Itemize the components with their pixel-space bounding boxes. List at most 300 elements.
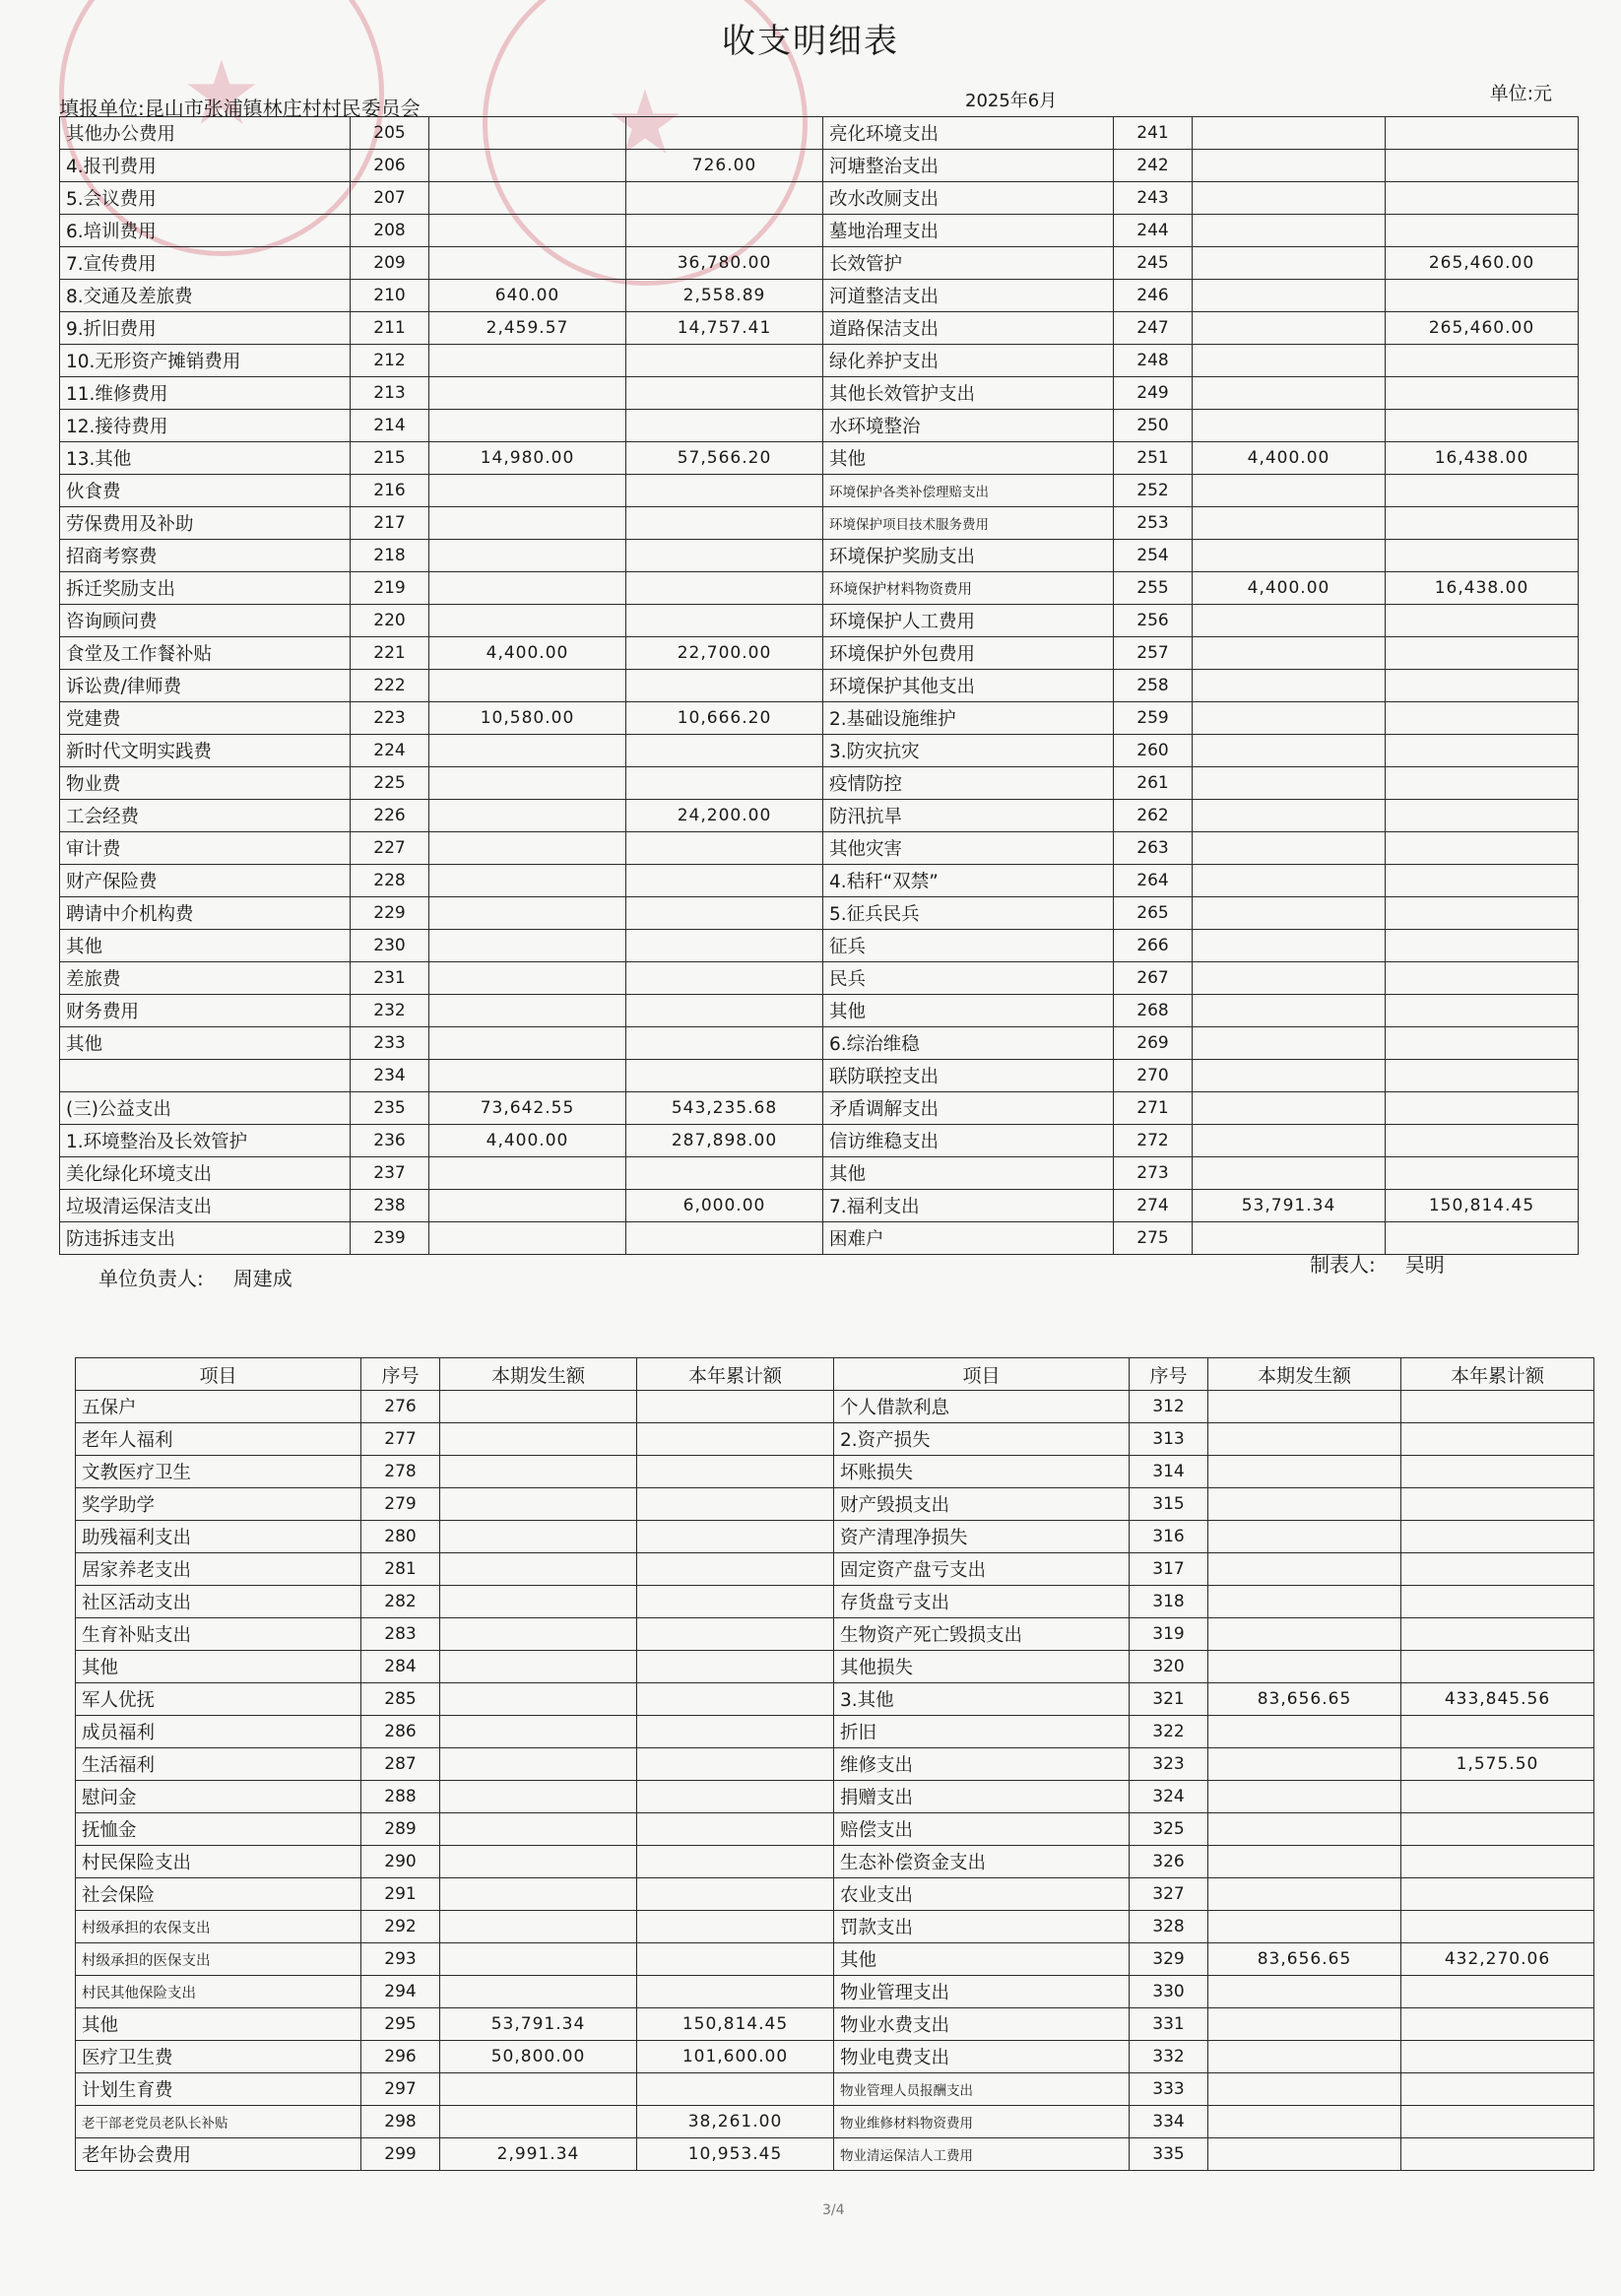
item-label: 其他 [823,1157,1114,1190]
seq-number: 231 [351,962,429,995]
current-amount [429,735,626,767]
seq-number: 319 [1130,1618,1208,1651]
item-label: 其他损失 [834,1651,1130,1683]
item-label: 咨询顾问费 [60,605,351,637]
seq-number: 221 [351,637,429,670]
item-label: 慰问金 [76,1781,361,1813]
table-row [60,670,1579,702]
item-label: (三)公益支出 [60,1092,351,1125]
ytd-amount [637,1846,834,1878]
table-row [60,767,1579,800]
item-label: 成员福利 [76,1716,361,1748]
seq-number: 224 [351,735,429,767]
current-amount [1208,1651,1401,1683]
item-label: 聘请中介机构费 [60,897,351,930]
seq-number: 236 [351,1125,429,1157]
current-amount [429,182,626,215]
current-amount [1193,995,1386,1027]
ytd-amount [637,1618,834,1651]
seq-number: 253 [1114,507,1193,540]
seq-number: 237 [351,1157,429,1190]
item-label: 垃圾清运保洁支出 [60,1190,351,1222]
current-amount [1208,2041,1401,2073]
current-amount [1193,605,1386,637]
table-row [60,572,1579,605]
table-row [60,865,1579,897]
col-header-ytd: 本年累计额 [637,1358,834,1391]
item-label: 诉讼费/律师费 [60,670,351,702]
current-amount [429,930,626,962]
ytd-amount [1386,1027,1579,1060]
table-row [60,637,1579,670]
ytd-amount [1401,1553,1594,1586]
current-amount [1193,410,1386,442]
table-row [60,280,1579,312]
unit-leader-name: 周建成 [232,1267,292,1290]
ytd-amount [626,962,823,995]
current-amount [1208,1748,1401,1781]
ytd-amount [1386,182,1579,215]
current-amount [1208,2106,1401,2138]
seq-number: 276 [361,1391,440,1423]
ytd-amount [626,605,823,637]
current-amount [1193,507,1386,540]
current-amount [440,1553,637,1586]
unit-leader-label: 单位负责人: [98,1267,204,1290]
col-header-item: 项目 [76,1358,361,1391]
item-label: 美化绿化环境支出 [60,1157,351,1190]
current-amount [1208,2008,1401,2041]
item-label: 农业支出 [834,1878,1130,1911]
seq-number: 245 [1114,247,1193,280]
report-period: 2025年6月 [965,91,1058,111]
table-row [60,897,1579,930]
item-label: 疫情防控 [823,767,1114,800]
current-amount [440,1683,637,1716]
seq-number: 318 [1130,1586,1208,1618]
col-header-seq: 序号 [361,1358,440,1391]
table-row [76,2138,1594,2171]
ytd-amount [637,1553,834,1586]
seq-number: 268 [1114,995,1193,1027]
current-amount [429,832,626,865]
current-amount [429,540,626,572]
seq-number: 216 [351,475,429,507]
current-amount [440,1391,637,1423]
current-amount [1208,1586,1401,1618]
seq-number: 238 [351,1190,429,1222]
seq-number: 208 [351,215,429,247]
current-amount: 83,656.65 [1208,1683,1401,1716]
item-label: 6.综治维稳 [823,1027,1114,1060]
table-row [76,1521,1594,1553]
current-amount [1193,1157,1386,1190]
ytd-amount [1401,1618,1594,1651]
table-row [60,1125,1579,1157]
item-label: 道路保洁支出 [823,312,1114,345]
detail-table-lower [75,1357,1594,2171]
current-amount: 2,991.34 [440,2138,637,2171]
current-amount [1193,150,1386,182]
seq-number: 322 [1130,1716,1208,1748]
table-row [76,2041,1594,2073]
seq-number: 207 [351,182,429,215]
seq-number: 235 [351,1092,429,1125]
ytd-amount [637,1683,834,1716]
current-amount [1208,2073,1401,2106]
seq-number: 334 [1130,2106,1208,2138]
item-label: 伙食费 [60,475,351,507]
item-label: 生活福利 [76,1748,361,1781]
ytd-amount [1386,767,1579,800]
item-label [60,1060,351,1092]
current-amount [1208,1521,1401,1553]
ytd-amount [1401,2106,1594,2138]
ytd-amount [637,1651,834,1683]
current-amount [440,1488,637,1521]
seq-number: 323 [1130,1748,1208,1781]
ytd-amount: 432,270.06 [1401,1943,1594,1976]
ytd-amount: 6,000.00 [626,1190,823,1222]
item-label: 其他 [60,1027,351,1060]
item-label: 其他 [823,442,1114,475]
seq-number: 286 [361,1716,440,1748]
item-label: 财产保险费 [60,865,351,897]
current-amount [429,995,626,1027]
ytd-amount [1386,637,1579,670]
current-amount [429,572,626,605]
item-label: 其他 [823,995,1114,1027]
table-row [60,247,1579,280]
item-label: 9.折旧费用 [60,312,351,345]
seq-number: 246 [1114,280,1193,312]
current-amount [1208,1878,1401,1911]
seq-number: 228 [351,865,429,897]
seq-number: 330 [1130,1976,1208,2008]
current-amount: 4,400.00 [429,637,626,670]
seq-number: 232 [351,995,429,1027]
seq-number: 269 [1114,1027,1193,1060]
item-label: 环境保护其他支出 [823,670,1114,702]
item-label: 老年人福利 [76,1423,361,1456]
item-label: 2.基础设施维护 [823,702,1114,735]
current-amount [1193,312,1386,345]
seq-number: 298 [361,2106,440,2138]
ytd-amount [626,865,823,897]
table-maker-name: 吴明 [1404,1253,1445,1277]
seq-number: 250 [1114,410,1193,442]
current-amount: 640.00 [429,280,626,312]
ytd-amount [637,1391,834,1423]
table-row [76,1943,1594,1976]
current-amount [440,2073,637,2106]
seq-number: 225 [351,767,429,800]
seq-number: 233 [351,1027,429,1060]
seq-number: 321 [1130,1683,1208,1716]
current-amount: 53,791.34 [440,2008,637,2041]
seq-number: 265 [1114,897,1193,930]
item-label: 4.秸秆“双禁” [823,865,1114,897]
current-amount [429,1222,626,1255]
seq-number: 314 [1130,1456,1208,1488]
current-amount [440,1813,637,1846]
ytd-amount [1386,1157,1579,1190]
ytd-amount [626,670,823,702]
seq-number: 220 [351,605,429,637]
seq-number: 270 [1114,1060,1193,1092]
seq-number: 312 [1130,1391,1208,1423]
item-label: 其他长效管护支出 [823,377,1114,410]
item-label: 捐赠支出 [834,1781,1130,1813]
item-label: 物业水费支出 [834,2008,1130,2041]
ytd-amount [626,897,823,930]
table-row [76,1813,1594,1846]
ytd-amount [1401,1976,1594,2008]
ytd-amount [626,572,823,605]
table-row [60,1060,1579,1092]
seq-number: 226 [351,800,429,832]
ytd-amount [637,1748,834,1781]
item-label: 环境保护外包费用 [823,637,1114,670]
current-amount [429,475,626,507]
table-row [60,410,1579,442]
ytd-amount [1386,377,1579,410]
table-row [60,215,1579,247]
current-amount [429,215,626,247]
current-amount [1193,865,1386,897]
seq-number: 241 [1114,117,1193,150]
seq-number: 313 [1130,1423,1208,1456]
item-label: 征兵 [823,930,1114,962]
ytd-amount [626,475,823,507]
table-row [60,735,1579,767]
ytd-amount [626,1060,823,1092]
current-amount [1208,1976,1401,2008]
item-label: 村级承担的农保支出 [76,1911,361,1943]
item-label: 差旅费 [60,962,351,995]
item-label: 1.环境整治及长效管护 [60,1125,351,1157]
item-label: 河塘整治支出 [823,150,1114,182]
item-label: 奖学助学 [76,1488,361,1521]
item-label: 长效管护 [823,247,1114,280]
col-header-current: 本期发生额 [1208,1358,1401,1391]
table-row [60,182,1579,215]
ytd-amount [626,507,823,540]
current-amount [1193,1027,1386,1060]
seq-number: 299 [361,2138,440,2171]
ytd-amount: 726.00 [626,150,823,182]
item-label: 绿化养护支出 [823,345,1114,377]
ytd-amount [1386,117,1579,150]
item-label: 财务费用 [60,995,351,1027]
seq-number: 249 [1114,377,1193,410]
item-label: 拆迁奖励支出 [60,572,351,605]
current-amount [429,897,626,930]
item-label: 环境保护奖励支出 [823,540,1114,572]
item-label: 6.培训费用 [60,215,351,247]
item-label: 5.征兵民兵 [823,897,1114,930]
current-amount [429,800,626,832]
ytd-amount [1386,345,1579,377]
seq-number: 294 [361,1976,440,2008]
current-amount [1208,1488,1401,1521]
table-row [76,1911,1594,1943]
seq-number: 284 [361,1651,440,1683]
seq-number: 219 [351,572,429,605]
seq-number: 248 [1114,345,1193,377]
table-row [76,2073,1594,2106]
table-row [60,995,1579,1027]
ytd-amount [1386,702,1579,735]
ytd-amount [1401,1456,1594,1488]
current-amount [1193,1092,1386,1125]
ytd-amount: 57,566.20 [626,442,823,475]
item-label: 物业电费支出 [834,2041,1130,2073]
ytd-amount: 38,261.00 [637,2106,834,2138]
table-row [60,150,1579,182]
item-label: 招商考察费 [60,540,351,572]
current-amount [1193,735,1386,767]
item-label: 食堂及工作餐补贴 [60,637,351,670]
ytd-amount: 101,600.00 [637,2041,834,2073]
ytd-amount [1386,865,1579,897]
detail-table-upper [59,116,1579,1255]
seq-number: 205 [351,117,429,150]
current-amount: 73,642.55 [429,1092,626,1125]
current-amount: 4,400.00 [1193,572,1386,605]
current-amount [440,1976,637,2008]
ytd-amount: 16,438.00 [1386,572,1579,605]
seq-number: 326 [1130,1846,1208,1878]
filler-name: 昆山市张浦镇林庄村村民委员会 [144,97,421,120]
table-row [60,962,1579,995]
item-label: 物业管理人员报酬支出 [834,2073,1130,2106]
current-amount [1208,1553,1401,1586]
seq-number: 315 [1130,1488,1208,1521]
ytd-amount: 2,558.89 [626,280,823,312]
seq-number: 251 [1114,442,1193,475]
ytd-amount [1386,800,1579,832]
seq-number: 218 [351,540,429,572]
item-label: 12.接待费用 [60,410,351,442]
current-amount [440,1846,637,1878]
item-label: 墓地治理支出 [823,215,1114,247]
current-amount [440,1521,637,1553]
item-label: 其他 [76,2008,361,2041]
seq-number: 332 [1130,2041,1208,2073]
item-label: 社会保险 [76,1878,361,1911]
current-amount [1193,1125,1386,1157]
ytd-amount [1401,1651,1594,1683]
item-label: 党建费 [60,702,351,735]
item-label: 老干部老党员老队长补贴 [76,2106,361,2138]
star-icon: ★ [605,71,685,175]
item-label: 环境保护各类补偿理赔支出 [823,475,1114,507]
current-amount [429,345,626,377]
ytd-amount: 10,666.20 [626,702,823,735]
ytd-amount [1401,1521,1594,1553]
table-row [60,377,1579,410]
current-amount [1193,345,1386,377]
current-amount [1193,702,1386,735]
current-amount [1208,1391,1401,1423]
currency-unit: 单位:元 [1489,83,1552,104]
table-row [60,540,1579,572]
ytd-amount [1386,995,1579,1027]
seq-number: 254 [1114,540,1193,572]
table-row [60,605,1579,637]
ytd-amount [637,1521,834,1553]
ytd-amount [1386,507,1579,540]
filler-label: 填报单位: [59,97,145,120]
current-amount [1193,897,1386,930]
ytd-amount [637,1911,834,1943]
ytd-amount [1386,735,1579,767]
seq-number: 234 [351,1060,429,1092]
ytd-amount: 1,575.50 [1401,1748,1594,1781]
seq-number: 252 [1114,475,1193,507]
item-label: 7.宣传费用 [60,247,351,280]
table-row [76,1391,1594,1423]
current-amount [1208,1911,1401,1943]
ytd-amount [626,1027,823,1060]
seq-number: 258 [1114,670,1193,702]
ytd-amount [637,1976,834,2008]
current-amount [1193,215,1386,247]
ytd-amount [1386,1060,1579,1092]
seq-number: 263 [1114,832,1193,865]
ytd-amount [1386,930,1579,962]
current-amount [1208,1813,1401,1846]
ytd-amount [637,1943,834,1976]
col-header-seq: 序号 [1130,1358,1208,1391]
seq-number: 291 [361,1878,440,1911]
seq-number: 243 [1114,182,1193,215]
table-row [60,702,1579,735]
current-amount [1193,767,1386,800]
page-number: 3/4 [822,2202,845,2218]
seq-number: 223 [351,702,429,735]
ytd-amount [1401,1488,1594,1521]
item-label: 7.福利支出 [823,1190,1114,1222]
seq-number: 290 [361,1846,440,1878]
ytd-amount [637,1488,834,1521]
table-row [60,1027,1579,1060]
current-amount [429,377,626,410]
ytd-amount [1401,1781,1594,1813]
ytd-amount [637,2073,834,2106]
ytd-amount [1386,1125,1579,1157]
ytd-amount [1386,605,1579,637]
current-amount [440,1651,637,1683]
table-row [76,1976,1594,2008]
table-row [76,1683,1594,1716]
seq-number: 267 [1114,962,1193,995]
table-header-row [76,1358,1594,1391]
current-amount [429,117,626,150]
seq-number: 261 [1114,767,1193,800]
current-amount: 50,800.00 [440,2041,637,2073]
item-label: 防违拆违支出 [60,1222,351,1255]
ytd-amount [1386,280,1579,312]
item-label: 信访维稳支出 [823,1125,1114,1157]
item-label: 10.无形资产摊销费用 [60,345,351,377]
ytd-amount [1401,2008,1594,2041]
seq-number: 320 [1130,1651,1208,1683]
ytd-amount [626,182,823,215]
ytd-amount [626,215,823,247]
item-label: 矛盾调解支出 [823,1092,1114,1125]
